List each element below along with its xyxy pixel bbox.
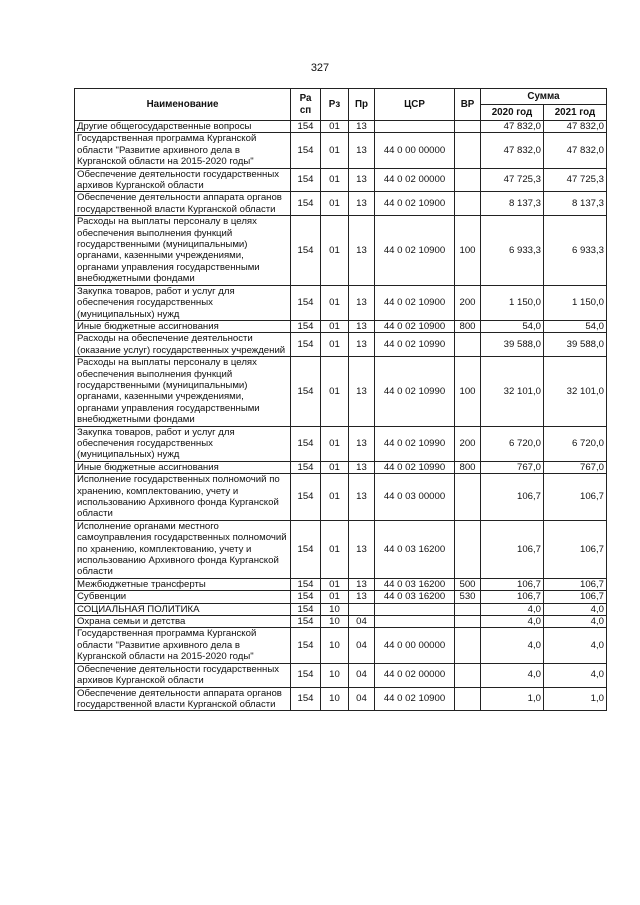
row-sum-2021: 4,0	[544, 628, 607, 663]
row-sum-2021: 106,7	[544, 474, 607, 521]
row-ra-sp: 154	[291, 603, 321, 615]
header-sum: Сумма	[481, 89, 607, 105]
row-vr	[455, 192, 481, 216]
row-rz: 01	[321, 285, 349, 320]
row-vr	[455, 616, 481, 628]
row-sum-2021: 47 725,3	[544, 168, 607, 192]
row-name: Государственная программа Курганской области "Развитие архивного дела в Курганской области на 2015-2020 годы"	[75, 133, 291, 168]
row-ra-sp: 154	[291, 121, 321, 133]
row-ra-sp: 154	[291, 320, 321, 332]
row-pr: 13	[349, 168, 375, 192]
row-vr: 200	[455, 285, 481, 320]
header-vr: ВР	[455, 89, 481, 121]
row-pr: 13	[349, 426, 375, 461]
row-name: СОЦИАЛЬНАЯ ПОЛИТИКА	[75, 603, 291, 615]
row-name: Межбюджетные трансферты	[75, 578, 291, 590]
row-csr: 44 0 03 00000	[375, 474, 455, 521]
row-csr: 44 0 02 00000	[375, 168, 455, 192]
row-name: Обеспечение деятельности государственных архивов Курганской области	[75, 168, 291, 192]
row-pr: 13	[349, 133, 375, 168]
row-vr: 200	[455, 426, 481, 461]
row-sum-2021: 4,0	[544, 603, 607, 615]
row-vr: 800	[455, 320, 481, 332]
row-pr: 13	[349, 474, 375, 521]
row-ra-sp: 154	[291, 520, 321, 578]
row-sum-2020: 47 832,0	[481, 133, 544, 168]
table-body	[75, 121, 607, 711]
row-sum-2021: 6 720,0	[544, 426, 607, 461]
row-ra-sp: 154	[291, 591, 321, 603]
row-name: Иные бюджетные ассигнования	[75, 320, 291, 332]
row-sum-2021: 47 832,0	[544, 121, 607, 133]
header-year-2021: 2021 год	[544, 105, 607, 121]
row-ra-sp: 154	[291, 133, 321, 168]
row-ra-sp: 154	[291, 285, 321, 320]
row-ra-sp: 154	[291, 687, 321, 711]
row-vr	[455, 628, 481, 663]
row-rz: 01	[321, 168, 349, 192]
row-pr: 13	[349, 216, 375, 285]
row-name: Расходы на выплаты персоналу в целях обеспечения выполнения функций государственными (муниципальными) органами, казенными учреждениями, органами управления государственными внебюджетными фондами	[75, 357, 291, 426]
row-csr: 44 0 03 16200	[375, 520, 455, 578]
row-ra-sp: 154	[291, 663, 321, 687]
table-row	[75, 616, 607, 628]
row-pr: 13	[349, 285, 375, 320]
row-sum-2020: 106,7	[481, 591, 544, 603]
header-name: Наименование	[75, 89, 291, 121]
row-pr: 13	[349, 520, 375, 578]
row-ra-sp: 154	[291, 616, 321, 628]
row-ra-sp: 154	[291, 333, 321, 357]
row-csr: 44 0 00 00000	[375, 133, 455, 168]
row-vr: 100	[455, 357, 481, 426]
table-row	[75, 285, 607, 320]
row-csr: 44 0 02 10900	[375, 216, 455, 285]
table-row	[75, 320, 607, 332]
row-name: Иные бюджетные ассигнования	[75, 461, 291, 473]
table-row	[75, 192, 607, 216]
table-row	[75, 426, 607, 461]
row-ra-sp: 154	[291, 168, 321, 192]
row-csr: 44 0 02 10990	[375, 426, 455, 461]
row-rz: 01	[321, 133, 349, 168]
row-vr: 100	[455, 216, 481, 285]
row-pr: 13	[349, 333, 375, 357]
row-csr	[375, 121, 455, 133]
row-rz: 01	[321, 461, 349, 473]
row-sum-2020: 54,0	[481, 320, 544, 332]
row-pr: 04	[349, 628, 375, 663]
header-ra-sp: Ра сп	[291, 89, 321, 121]
row-csr: 44 0 00 00000	[375, 628, 455, 663]
row-rz: 10	[321, 663, 349, 687]
row-rz: 01	[321, 320, 349, 332]
header-rz: Рз	[321, 89, 349, 121]
row-vr	[455, 520, 481, 578]
table-row	[75, 520, 607, 578]
row-sum-2020: 4,0	[481, 628, 544, 663]
row-pr: 04	[349, 663, 375, 687]
row-rz: 01	[321, 357, 349, 426]
row-csr: 44 0 02 10900	[375, 285, 455, 320]
row-sum-2021: 54,0	[544, 320, 607, 332]
row-name: Обеспечение деятельности государственных архивов Курганской области	[75, 663, 291, 687]
table-row	[75, 121, 607, 133]
row-pr: 04	[349, 616, 375, 628]
row-name: Государственная программа Курганской области "Развитие архивного дела в Курганской области на 2015-2020 годы"	[75, 628, 291, 663]
row-sum-2020: 106,7	[481, 578, 544, 590]
table-row	[75, 461, 607, 473]
table-row	[75, 603, 607, 615]
row-ra-sp: 154	[291, 578, 321, 590]
header-pr: Пр	[349, 89, 375, 121]
row-rz: 01	[321, 520, 349, 578]
row-ra-sp: 154	[291, 628, 321, 663]
row-sum-2021: 6 933,3	[544, 216, 607, 285]
row-sum-2021: 8 137,3	[544, 192, 607, 216]
row-csr: 44 0 02 00000	[375, 663, 455, 687]
row-name: Расходы на обеспечение деятельности (оказание услуг) государственных учреждений	[75, 333, 291, 357]
row-sum-2020: 6 933,3	[481, 216, 544, 285]
row-csr: 44 0 02 10900	[375, 320, 455, 332]
row-rz: 01	[321, 121, 349, 133]
row-sum-2020: 8 137,3	[481, 192, 544, 216]
row-sum-2021: 1 150,0	[544, 285, 607, 320]
row-sum-2021: 1,0	[544, 687, 607, 711]
row-name: Исполнение государственных полномочий по хранению, комплектованию, учету и использованию Архивного фонда Курганской области	[75, 474, 291, 521]
row-rz: 01	[321, 591, 349, 603]
row-rz: 10	[321, 603, 349, 615]
page-number: 327	[310, 62, 330, 74]
row-pr: 13	[349, 578, 375, 590]
row-sum-2020: 106,7	[481, 474, 544, 521]
row-rz: 01	[321, 192, 349, 216]
row-sum-2020: 32 101,0	[481, 357, 544, 426]
row-vr	[455, 687, 481, 711]
row-sum-2021: 4,0	[544, 616, 607, 628]
row-pr: 13	[349, 121, 375, 133]
row-sum-2021: 47 832,0	[544, 133, 607, 168]
row-rz: 01	[321, 333, 349, 357]
row-vr	[455, 121, 481, 133]
row-vr: 800	[455, 461, 481, 473]
row-csr: 44 0 02 10990	[375, 357, 455, 426]
row-sum-2021: 106,7	[544, 591, 607, 603]
table-row	[75, 474, 607, 521]
row-csr: 44 0 02 10990	[375, 333, 455, 357]
row-name: Закупка товаров, работ и услуг для обеспечения государственных (муниципальных) нужд	[75, 285, 291, 320]
table-row	[75, 357, 607, 426]
row-rz: 10	[321, 687, 349, 711]
row-sum-2021: 767,0	[544, 461, 607, 473]
row-name: Другие общегосударственные вопросы	[75, 121, 291, 133]
row-rz: 01	[321, 474, 349, 521]
table-row	[75, 168, 607, 192]
table-row	[75, 591, 607, 603]
row-ra-sp: 154	[291, 426, 321, 461]
row-sum-2020: 4,0	[481, 663, 544, 687]
table-row	[75, 663, 607, 687]
row-sum-2020: 1,0	[481, 687, 544, 711]
row-sum-2021: 39 588,0	[544, 333, 607, 357]
row-pr: 13	[349, 357, 375, 426]
row-ra-sp: 154	[291, 357, 321, 426]
row-pr: 13	[349, 320, 375, 332]
table-row	[75, 216, 607, 285]
row-name: Исполнение органами местного самоуправления государственных полномочий по хранению, комплектованию, учету и использованию Архивного фонда Курганской области	[75, 520, 291, 578]
row-rz: 10	[321, 628, 349, 663]
row-pr	[349, 603, 375, 615]
row-sum-2020: 39 588,0	[481, 333, 544, 357]
row-vr	[455, 474, 481, 521]
row-ra-sp: 154	[291, 474, 321, 521]
row-vr	[455, 168, 481, 192]
row-sum-2021: 4,0	[544, 663, 607, 687]
row-rz: 01	[321, 426, 349, 461]
row-csr: 44 0 02 10900	[375, 192, 455, 216]
row-vr: 530	[455, 591, 481, 603]
row-sum-2020: 4,0	[481, 603, 544, 615]
row-name: Обеспечение деятельности аппарата органов государственной власти Курганской области	[75, 192, 291, 216]
row-pr: 04	[349, 687, 375, 711]
row-sum-2021: 32 101,0	[544, 357, 607, 426]
row-sum-2020: 4,0	[481, 616, 544, 628]
row-rz: 01	[321, 578, 349, 590]
row-vr	[455, 603, 481, 615]
row-sum-2020: 47 832,0	[481, 121, 544, 133]
table-row	[75, 578, 607, 590]
row-rz: 01	[321, 216, 349, 285]
row-sum-2020: 6 720,0	[481, 426, 544, 461]
row-rz: 10	[321, 616, 349, 628]
row-pr: 13	[349, 591, 375, 603]
header-csr: ЦСР	[375, 89, 455, 121]
row-vr	[455, 133, 481, 168]
row-vr: 500	[455, 578, 481, 590]
row-sum-2020: 47 725,3	[481, 168, 544, 192]
row-vr	[455, 333, 481, 357]
row-sum-2021: 106,7	[544, 520, 607, 578]
row-ra-sp: 154	[291, 192, 321, 216]
row-sum-2021: 106,7	[544, 578, 607, 590]
row-csr	[375, 616, 455, 628]
row-ra-sp: 154	[291, 216, 321, 285]
row-name: Расходы на выплаты персоналу в целях обеспечения выполнения функций государственными (муниципальными) органами, казенными учреждениями, органами управления государственными внебюджетными фондами	[75, 216, 291, 285]
row-pr: 13	[349, 192, 375, 216]
row-csr: 44 0 03 16200	[375, 591, 455, 603]
budget-table	[74, 88, 607, 711]
header-year-2020: 2020 год	[481, 105, 544, 121]
row-name: Обеспечение деятельности аппарата органов государственной власти Курганской области	[75, 687, 291, 711]
row-name: Субвенции	[75, 591, 291, 603]
row-csr: 44 0 02 10990	[375, 461, 455, 473]
row-name: Закупка товаров, работ и услуг для обеспечения государственных (муниципальных) нужд	[75, 426, 291, 461]
row-vr	[455, 663, 481, 687]
row-sum-2020: 106,7	[481, 520, 544, 578]
row-sum-2020: 767,0	[481, 461, 544, 473]
row-sum-2020: 1 150,0	[481, 285, 544, 320]
row-ra-sp: 154	[291, 461, 321, 473]
row-name: Охрана семьи и детства	[75, 616, 291, 628]
row-csr: 44 0 02 10900	[375, 687, 455, 711]
table-row	[75, 687, 607, 711]
table-row	[75, 133, 607, 168]
table-row	[75, 628, 607, 663]
row-csr	[375, 603, 455, 615]
table-row	[75, 333, 607, 357]
row-csr: 44 0 03 16200	[375, 578, 455, 590]
row-pr: 13	[349, 461, 375, 473]
